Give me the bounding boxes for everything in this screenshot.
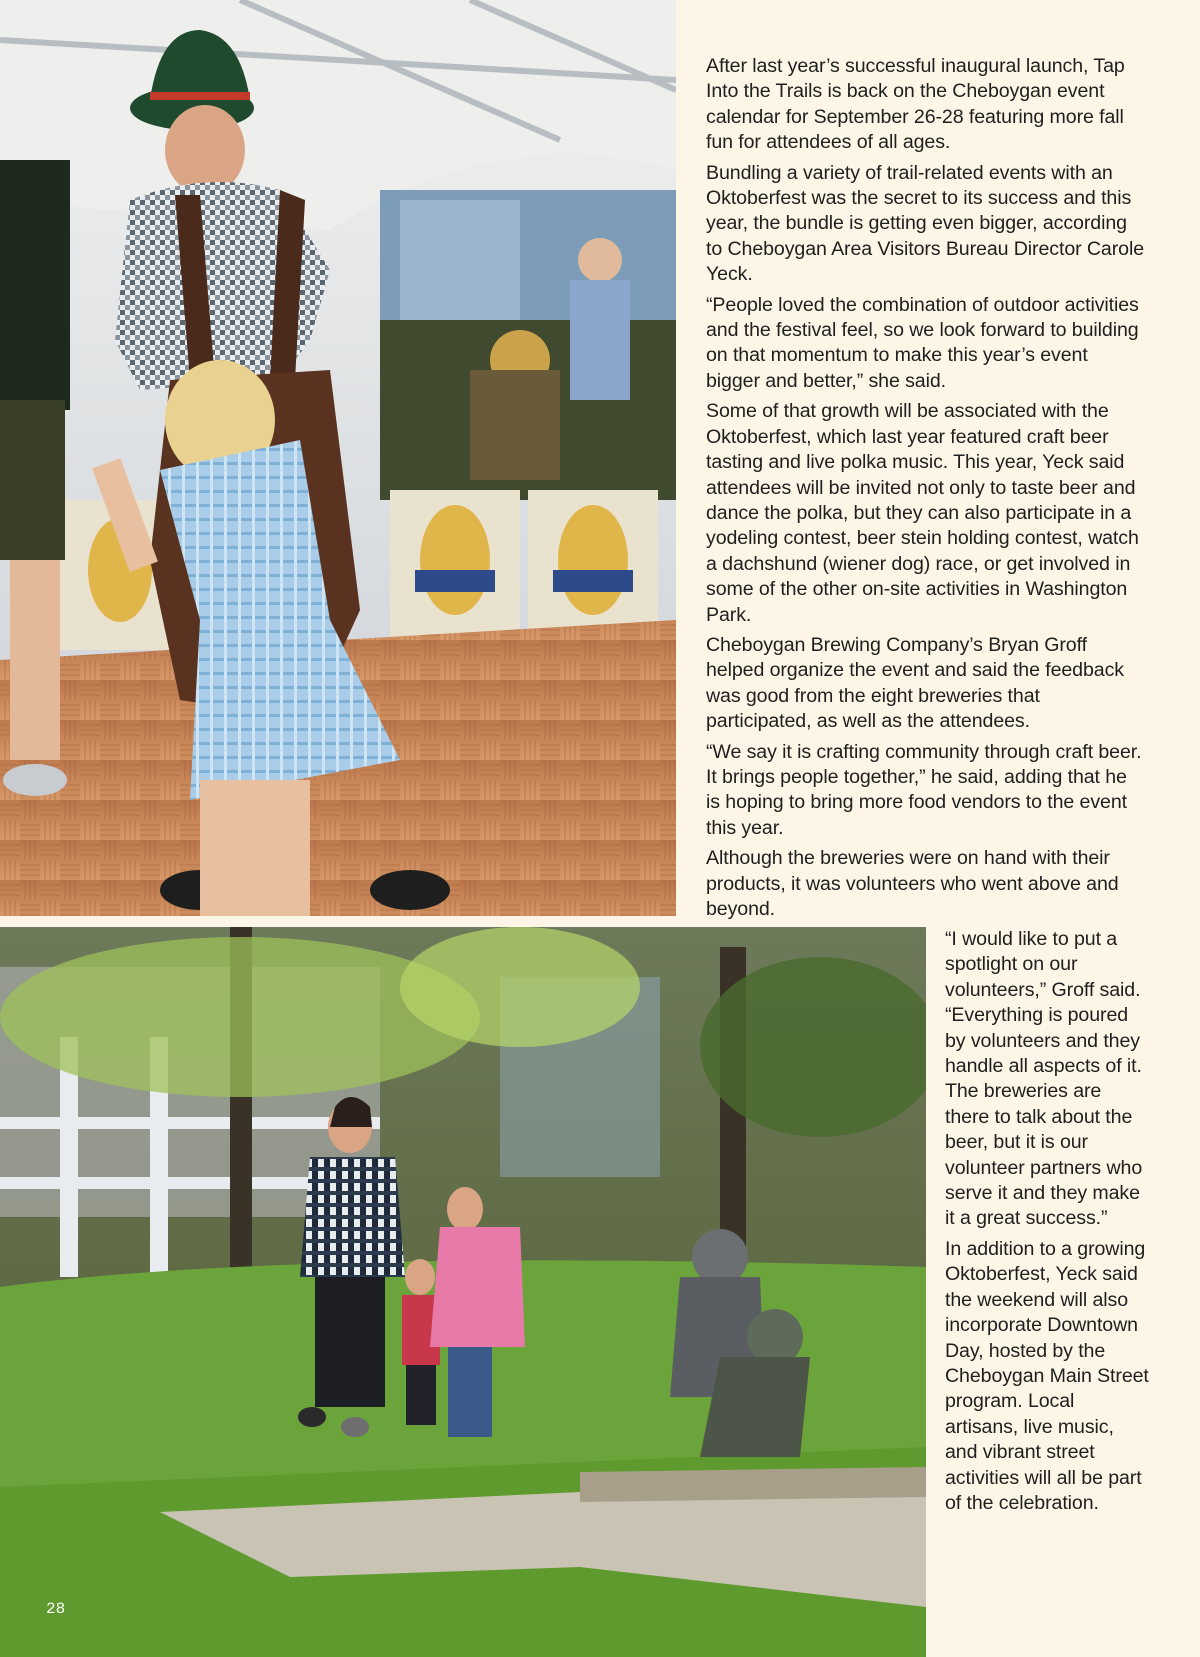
article-paragraph: Although the breweries were on hand with their products, it was volunteers who went above and beyond. (706, 847, 1119, 920)
article-paragraph: After last year’s successful inaugural launch, Tap Into the Trails is back on the Cheboygan event calendar for September 26-28 featuring more fall fun for attendees of all ages. (706, 55, 1125, 154)
article-paragraph: “People loved the combination of outdoor activities and the festival feel, so we look forward to building on that momentum to make this year’s event bigger and better,” she said. (706, 293, 1139, 392)
article-paragraph: Some of that growth will be associated with the Oktoberfest, which last year featured craft beer tasting and live polka music. This year, Yeck said attendees will be invited not only to taste beer and dance the polka, but they can also participate in a yodeling contest, beer stein holding contest, watch a dachshund (wiener dog) race, or get involved in some of the other on-site activities in Washington Park. (706, 400, 1139, 626)
article-paragraph: Bundling a variety of trail-related events with an Oktoberfest was the secret to its success and this year, the bundle is getting even bigger, according to Cheboygan Area Visitors Bureau Director Carole Yeck. (706, 161, 1145, 286)
page-number: 28 (46, 1600, 66, 1618)
trail-walk-illustration (0, 927, 926, 1657)
article-column-bottom (945, 927, 1150, 1521)
trail-walk-photo (0, 927, 926, 1657)
article-paragraph: “We say it is crafting community through craft beer. It brings people together,” he said, adding that he is hoping to bring more food vendors to the event this year. (706, 740, 1142, 839)
article-paragraph: “I would like to put a spotlight on our volunteers,” Groff said. “Everything is poured by volunteers and they handle all aspects of it. The breweries are there to talk about the beer, but it is our volunteer partners who serve it and they make it a great success.” (945, 928, 1143, 1230)
article-column-top (706, 54, 1146, 927)
article-paragraph: Cheboygan Brewing Company’s Bryan Groff helped organize the event and said the feedback was good from the eight breweries that participated, as well as the attendees. (706, 633, 1124, 733)
oktoberfest-dance-photo (0, 0, 676, 916)
oktoberfest-dance-illustration (0, 0, 676, 916)
article-paragraph: In addition to a growing Oktoberfest, Yeck said the weekend will also incorporate Downtown Day, hosted by the Cheboygan Main Street program. Local artisans, live music, and vibrant street activities will all be part of the celebration. (945, 1237, 1149, 1514)
